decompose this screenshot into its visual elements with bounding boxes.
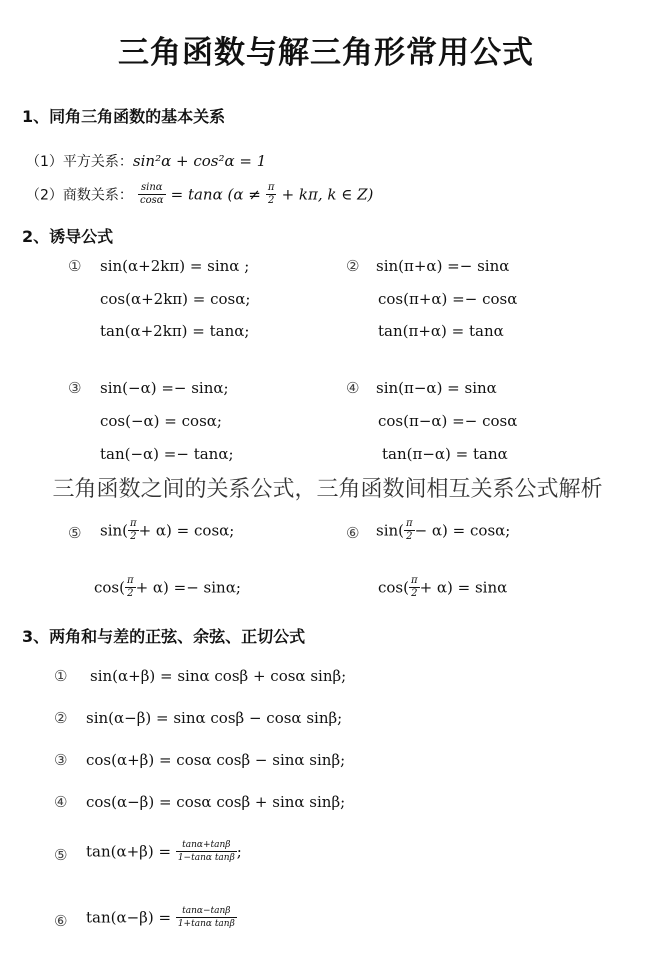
group-4-line-3: tan(π−α) = tanα bbox=[382, 445, 508, 463]
group-2-number: ② bbox=[346, 257, 360, 275]
group-5-line-2 bbox=[94, 575, 241, 600]
quotient-tail: + kπ, k ∈ Z) bbox=[281, 185, 374, 204]
group-2-line-3: tan(π+α) = tanα bbox=[378, 322, 504, 340]
group-1-number: ① bbox=[68, 257, 82, 275]
tan-diff-formula bbox=[86, 905, 237, 930]
g5-a-start: sin( bbox=[100, 521, 129, 540]
group-4-line-2: cos(π−α) =− cosα bbox=[378, 412, 518, 430]
sum-2-number: ② bbox=[54, 709, 68, 727]
g6-a-two: 2 bbox=[406, 531, 413, 542]
group-2-line-1: sin(π+α) =− sinα bbox=[376, 257, 510, 275]
group-5-number: ⑤ bbox=[68, 524, 82, 542]
g5-a-pi: π bbox=[130, 518, 137, 529]
sum-1-number: ① bbox=[54, 667, 68, 685]
sum-4-formula: cos(α−β) = cosα cosβ + sinα sinβ; bbox=[86, 793, 346, 811]
group-4-line-1: sin(π−α) = sinα bbox=[376, 379, 497, 397]
group-4-number: ④ bbox=[346, 379, 360, 397]
square-relation-label: （1）平方关系： bbox=[26, 154, 133, 170]
tan-diff-lhs: tan(α−β) = bbox=[86, 908, 172, 927]
tan-sum-den: 1−tanα tanβ bbox=[177, 853, 235, 863]
group-6-line-2 bbox=[378, 575, 507, 600]
g6-b-pi: π bbox=[410, 575, 418, 586]
g5-b-pi: π bbox=[126, 575, 134, 586]
g6-b-two: 2 bbox=[411, 588, 418, 599]
group-2-line-2: cos(π+α) =− cosα bbox=[378, 290, 518, 308]
quotient-mid: = tanα (α ≠ bbox=[170, 185, 261, 204]
g6-a-end: − α) = cosα; bbox=[414, 521, 511, 540]
tan-sum-formula bbox=[86, 839, 242, 864]
group-1-line-3: tan(α+2kπ) = tanα; bbox=[100, 322, 250, 340]
tan-sum-fraction bbox=[176, 839, 237, 864]
tan-diff-number: ⑥ bbox=[54, 912, 68, 930]
group-3-line-3: tan(−α) =− tanα; bbox=[100, 445, 234, 463]
g5-b-end: + α) =− sinα; bbox=[135, 578, 241, 597]
sum-3-number: ③ bbox=[54, 751, 68, 769]
quotient-fraction bbox=[138, 182, 166, 207]
tan-sum-lhs: tan(α+β) = bbox=[86, 842, 172, 861]
square-relation bbox=[26, 151, 266, 171]
quotient-den: cosα bbox=[140, 195, 164, 206]
quotient-num: sinα bbox=[138, 182, 166, 195]
quotient-relation bbox=[26, 182, 373, 207]
g6-b-fraction bbox=[409, 575, 420, 600]
g5-a-end: + α) = cosα; bbox=[138, 521, 235, 540]
group-3-line-1: sin(−α) =− sinα; bbox=[100, 379, 229, 397]
g6-b-end: + α) = sinα bbox=[419, 578, 508, 597]
g5-b-two: 2 bbox=[127, 588, 134, 599]
tan-diff-num: tanα−tanβ bbox=[176, 905, 237, 918]
group-6-line-1 bbox=[376, 518, 510, 543]
section-3-heading: 3、两角和与差的正弦、余弦、正切公式 bbox=[22, 627, 306, 646]
g5-b-start: cos( bbox=[94, 578, 125, 597]
group-3-line-2: cos(−α) = cosα; bbox=[100, 412, 222, 430]
overlay-caption-banner: 三角函数之间的关系公式，三角函数间相互关系公式解析 bbox=[0, 472, 655, 508]
tan-diff-den: 1+tanα tanβ bbox=[177, 919, 235, 929]
tan-sum-number: ⑤ bbox=[54, 846, 68, 864]
quotient-relation-label: （2）商数关系： bbox=[26, 187, 133, 204]
sum-4-number: ④ bbox=[54, 793, 68, 811]
group-6-number: ⑥ bbox=[346, 524, 360, 542]
group-3-number: ③ bbox=[68, 379, 82, 397]
section-1-heading: 1、同角三角函数的基本关系 bbox=[22, 107, 226, 126]
two-text: 2 bbox=[268, 195, 275, 206]
group-1-line-1: sin(α+2kπ) = sinα ; bbox=[100, 257, 250, 275]
g6-b-start: cos( bbox=[378, 578, 409, 597]
g6-a-start: sin( bbox=[376, 521, 405, 540]
page-title: 三角函数与解三角形常用公式 bbox=[118, 35, 534, 71]
sum-3-formula: cos(α+β) = cosα cosβ − sinα sinβ; bbox=[86, 751, 346, 769]
tan-sum-num: tanα+tanβ bbox=[176, 839, 237, 852]
sum-1-formula: sin(α+β) = sinα cosβ + cosα sinβ; bbox=[90, 667, 347, 685]
section-2-heading: 2、诱导公式 bbox=[22, 227, 114, 246]
pi-text: π bbox=[267, 182, 275, 193]
group-1-line-2: cos(α+2kπ) = cosα; bbox=[100, 290, 251, 308]
tan-diff-fraction bbox=[176, 905, 237, 930]
g5-b-fraction bbox=[125, 575, 136, 600]
g6-a-pi: π bbox=[406, 518, 413, 529]
square-relation-formula: sin²α + cos²α = 1 bbox=[132, 152, 267, 170]
tan-sum-end: ; bbox=[236, 842, 242, 861]
g6-a-fraction bbox=[404, 518, 415, 543]
group-5-line-1 bbox=[100, 518, 234, 543]
pi-over-2-fraction bbox=[266, 182, 277, 207]
g5-a-fraction bbox=[128, 518, 139, 543]
g5-a-two: 2 bbox=[130, 531, 137, 542]
sum-2-formula: sin(α−β) = sinα cosβ − cosα sinβ; bbox=[86, 709, 343, 727]
